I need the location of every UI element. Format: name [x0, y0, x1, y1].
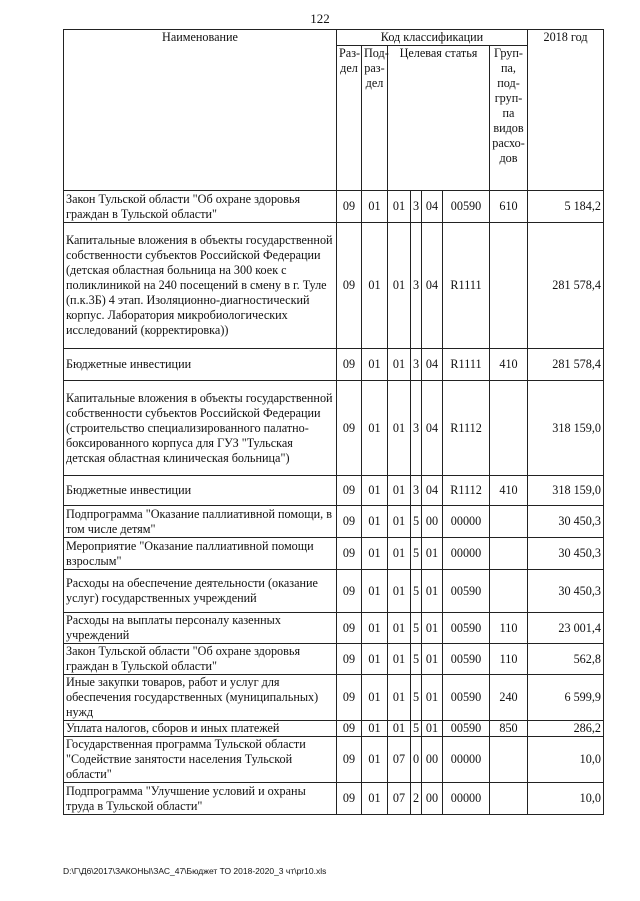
cell-t4: R1112	[443, 381, 490, 476]
footer-file-path: D:\Г\Д6\2017\ЗАКОНЫ\ЗАС_47\Бюджет ТО 2018-2020_3 чт\pr10.xls	[63, 866, 327, 876]
cell-razdel: 09	[337, 223, 362, 349]
cell-t1: 01	[388, 538, 411, 570]
cell-vid	[490, 783, 528, 815]
cell-t4: 00590	[443, 721, 490, 737]
cell-podrazdel: 01	[362, 613, 388, 644]
table-row	[64, 223, 604, 349]
cell-name: Иные закупки товаров, работ и услуг для обеспечения государственных (муниципальных) нужд	[64, 675, 337, 721]
cell-razdel: 09	[337, 783, 362, 815]
cell-t4: 00590	[443, 644, 490, 675]
cell-t2: 5	[411, 506, 422, 538]
cell-t3: 04	[422, 381, 443, 476]
budget-table	[63, 29, 604, 815]
cell-razdel: 09	[337, 381, 362, 476]
cell-podrazdel: 01	[362, 783, 388, 815]
cell-t3: 01	[422, 613, 443, 644]
cell-podrazdel: 01	[362, 538, 388, 570]
cell-podrazdel: 01	[362, 381, 388, 476]
cell-vid	[490, 381, 528, 476]
cell-razdel: 09	[337, 613, 362, 644]
cell-t4: 00000	[443, 737, 490, 783]
cell-t3: 01	[422, 675, 443, 721]
table-row	[64, 737, 604, 783]
cell-t1: 01	[388, 476, 411, 506]
header-section: Раз-дел	[337, 46, 362, 191]
cell-amount: 30 450,3	[528, 506, 604, 538]
header-target: Целевая статья	[388, 46, 490, 191]
cell-razdel: 09	[337, 349, 362, 381]
cell-t2: 5	[411, 538, 422, 570]
cell-razdel: 09	[337, 644, 362, 675]
cell-razdel: 09	[337, 538, 362, 570]
cell-t2: 5	[411, 613, 422, 644]
cell-t1: 01	[388, 613, 411, 644]
cell-vid	[490, 570, 528, 613]
cell-podrazdel: 01	[362, 644, 388, 675]
cell-amount: 6 599,9	[528, 675, 604, 721]
table-row	[64, 613, 604, 644]
cell-t2: 3	[411, 381, 422, 476]
cell-t2: 3	[411, 223, 422, 349]
cell-t4: R1111	[443, 349, 490, 381]
cell-t3: 00	[422, 783, 443, 815]
cell-amount: 5 184,2	[528, 191, 604, 223]
cell-t1: 01	[388, 381, 411, 476]
cell-amount: 23 001,4	[528, 613, 604, 644]
table-row	[64, 506, 604, 538]
cell-amount: 318 159,0	[528, 381, 604, 476]
cell-t1: 01	[388, 675, 411, 721]
cell-name: Государственная программа Тульской области "Содействие занятости населения Тульской области"	[64, 737, 337, 783]
cell-t2: 3	[411, 476, 422, 506]
cell-name: Капитальные вложения в объекты государственной собственности субъектов Российской Федерации (строительство специализированного палатно-боксированного корпуса для ГУЗ "Тульская детская областная клиническая больница")	[64, 381, 337, 476]
cell-vid: 410	[490, 349, 528, 381]
cell-vid	[490, 506, 528, 538]
cell-name: Уплата налогов, сборов и иных платежей	[64, 721, 337, 737]
cell-t3: 01	[422, 570, 443, 613]
header-code-group: Код классификации	[337, 30, 528, 46]
cell-t3: 00	[422, 506, 443, 538]
cell-t1: 01	[388, 644, 411, 675]
cell-razdel: 09	[337, 476, 362, 506]
table-row	[64, 675, 604, 721]
cell-amount: 281 578,4	[528, 223, 604, 349]
table-row	[64, 538, 604, 570]
cell-name: Расходы на выплаты персоналу казенных учреждений	[64, 613, 337, 644]
header-group: Груп-па, под-груп-па видов расхо-дов	[490, 46, 528, 191]
table-row	[64, 349, 604, 381]
cell-t4: 00590	[443, 613, 490, 644]
cell-t2: 2	[411, 783, 422, 815]
cell-podrazdel: 01	[362, 675, 388, 721]
cell-t4: 00000	[443, 538, 490, 570]
cell-t1: 01	[388, 223, 411, 349]
cell-t4: 00590	[443, 191, 490, 223]
cell-name: Капитальные вложения в объекты государственной собственности субъектов Российской Федерации (детская областная больница на 300 коек с поликлиникой на 240 посещений в смену в г. Туле (п.к.3Б) 4 этап. Изоляционно-диагностический корпус. Лаборатория микробиологических исследований (корректировка))	[64, 223, 337, 349]
table-row	[64, 570, 604, 613]
cell-podrazdel: 01	[362, 737, 388, 783]
cell-t3: 01	[422, 721, 443, 737]
table-row	[64, 783, 604, 815]
cell-t2: 5	[411, 644, 422, 675]
cell-amount: 30 450,3	[528, 570, 604, 613]
cell-podrazdel: 01	[362, 570, 388, 613]
cell-name: Расходы на обеспечение деятельности (оказание услуг) государственных учреждений	[64, 570, 337, 613]
table-row	[64, 721, 604, 737]
cell-t3: 04	[422, 191, 443, 223]
cell-amount: 562,8	[528, 644, 604, 675]
cell-t4: 00590	[443, 570, 490, 613]
table-row	[64, 381, 604, 476]
cell-podrazdel: 01	[362, 223, 388, 349]
cell-name: Бюджетные инвестиции	[64, 476, 337, 506]
table-row	[64, 476, 604, 506]
cell-vid	[490, 737, 528, 783]
cell-name: Бюджетные инвестиции	[64, 349, 337, 381]
cell-t3: 01	[422, 644, 443, 675]
page-number: 122	[310, 11, 330, 26]
cell-razdel: 09	[337, 570, 362, 613]
cell-t2: 5	[411, 721, 422, 737]
cell-vid: 410	[490, 476, 528, 506]
cell-podrazdel: 01	[362, 721, 388, 737]
cell-vid	[490, 538, 528, 570]
cell-razdel: 09	[337, 721, 362, 737]
cell-vid: 850	[490, 721, 528, 737]
cell-podrazdel: 01	[362, 349, 388, 381]
cell-razdel: 09	[337, 506, 362, 538]
cell-amount: 318 159,0	[528, 476, 604, 506]
cell-t1: 01	[388, 721, 411, 737]
cell-razdel: 09	[337, 191, 362, 223]
cell-razdel: 09	[337, 737, 362, 783]
cell-podrazdel: 01	[362, 191, 388, 223]
cell-vid: 110	[490, 613, 528, 644]
cell-t2: 5	[411, 570, 422, 613]
cell-t1: 07	[388, 737, 411, 783]
cell-t3: 04	[422, 223, 443, 349]
cell-podrazdel: 01	[362, 506, 388, 538]
table-row	[64, 191, 604, 223]
table-row	[64, 644, 604, 675]
cell-name: Мероприятие "Оказание паллиативной помощи взрослым"	[64, 538, 337, 570]
cell-t2: 3	[411, 349, 422, 381]
header-name: Наименование	[64, 30, 337, 191]
header-year: 2018 год	[528, 30, 604, 191]
cell-vid: 110	[490, 644, 528, 675]
table-body	[64, 191, 604, 815]
cell-name: Подпрограмма "Оказание паллиативной помощи, в том числе детям"	[64, 506, 337, 538]
cell-t3: 04	[422, 349, 443, 381]
cell-name: Подпрограмма "Улучшение условий и охраны труда в Тульской области"	[64, 783, 337, 815]
cell-t4: R1112	[443, 476, 490, 506]
cell-t1: 01	[388, 349, 411, 381]
cell-amount: 281 578,4	[528, 349, 604, 381]
cell-vid: 610	[490, 191, 528, 223]
cell-t2: 5	[411, 675, 422, 721]
cell-t1: 01	[388, 191, 411, 223]
cell-amount: 286,2	[528, 721, 604, 737]
cell-t1: 01	[388, 506, 411, 538]
cell-razdel: 09	[337, 675, 362, 721]
cell-t3: 00	[422, 737, 443, 783]
cell-t4: 00000	[443, 506, 490, 538]
cell-t2: 0	[411, 737, 422, 783]
cell-t1: 01	[388, 570, 411, 613]
cell-vid: 240	[490, 675, 528, 721]
cell-amount: 30 450,3	[528, 538, 604, 570]
cell-t3: 01	[422, 538, 443, 570]
cell-t2: 3	[411, 191, 422, 223]
cell-t3: 04	[422, 476, 443, 506]
cell-podrazdel: 01	[362, 476, 388, 506]
cell-name: Закон Тульской области "Об охране здоровья граждан в Тульской области"	[64, 191, 337, 223]
cell-t4: 00000	[443, 783, 490, 815]
cell-name: Закон Тульской области "Об охране здоровья граждан в Тульской области"	[64, 644, 337, 675]
header-subsection: Под-раз-дел	[362, 46, 388, 191]
cell-vid	[490, 223, 528, 349]
cell-amount: 10,0	[528, 783, 604, 815]
cell-amount: 10,0	[528, 737, 604, 783]
cell-t4: 00590	[443, 675, 490, 721]
cell-t1: 07	[388, 783, 411, 815]
cell-t4: R1111	[443, 223, 490, 349]
